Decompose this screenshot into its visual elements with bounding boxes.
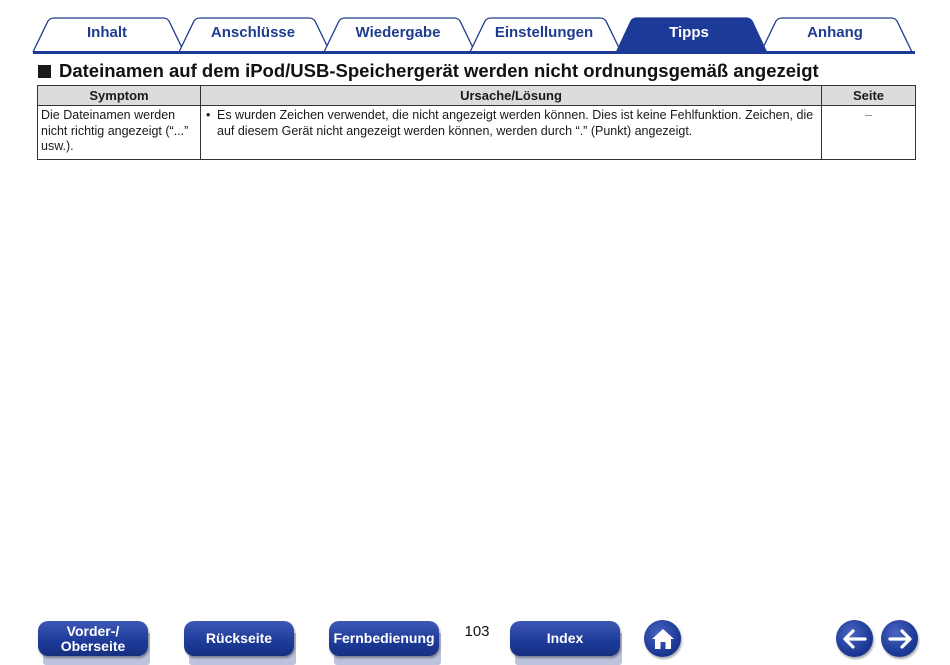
remote-control-label: Fernbedienung <box>329 621 439 656</box>
section-title: Dateinamen auf dem iPod/USB-Speichergerät werden nicht ordnungsgemäß angezeigt <box>59 60 819 81</box>
next-page-button[interactable] <box>881 620 918 657</box>
symptom-cell: Die Dateinamen werden nicht richtig angezeigt (“...” usw.). <box>38 106 201 160</box>
remote-control-button[interactable] <box>329 621 441 665</box>
home-button[interactable] <box>644 620 681 657</box>
header-cause: Ursache/Lösung <box>201 86 822 106</box>
cause-text: Es wurden Zeichen verwendet, die nicht angezeigt werden können. Dies ist keine Fehlfunktion. Zeichen, die auf diesem Gerät nicht angezeigt werden können, werden durch “.” (Punkt) angezeigt. <box>217 108 814 138</box>
section-heading <box>38 60 819 82</box>
index-label: Index <box>510 621 620 656</box>
arrow-left-icon <box>842 628 868 650</box>
bullet: • <box>206 108 211 122</box>
square-bullet-icon <box>38 65 51 78</box>
front-panel-line1: Vorder-/ <box>66 622 120 639</box>
home-icon <box>650 627 676 651</box>
rear-panel-button[interactable] <box>184 621 296 665</box>
tab-inhalt[interactable]: Inhalt <box>87 24 127 41</box>
front-panel-button[interactable] <box>38 621 150 665</box>
tab-anhang[interactable]: Anhang <box>807 24 863 41</box>
cause-cell <box>201 106 822 160</box>
page-cell: – <box>822 106 916 160</box>
troubleshooting-table <box>37 85 916 160</box>
header-page: Seite <box>822 86 916 106</box>
page-number: 103 <box>464 623 490 640</box>
table-header-row <box>38 86 916 106</box>
front-panel-label <box>38 621 148 656</box>
tab-einstellungen[interactable]: Einstellungen <box>494 24 594 41</box>
front-panel-line2: Oberseite <box>60 637 126 654</box>
arrow-right-icon <box>887 628 913 650</box>
table-row <box>38 106 916 160</box>
rear-panel-label: Rückseite <box>184 621 294 656</box>
header-symptom: Symptom <box>38 86 201 106</box>
tab-bar <box>0 0 950 56</box>
tab-anschluesse[interactable]: Anschlüsse <box>210 24 296 41</box>
tab-tipps[interactable]: Tipps <box>669 24 709 41</box>
tab-wiedergabe[interactable]: Wiedergabe <box>355 24 441 41</box>
index-button[interactable] <box>510 621 622 665</box>
previous-page-button[interactable] <box>836 620 873 657</box>
